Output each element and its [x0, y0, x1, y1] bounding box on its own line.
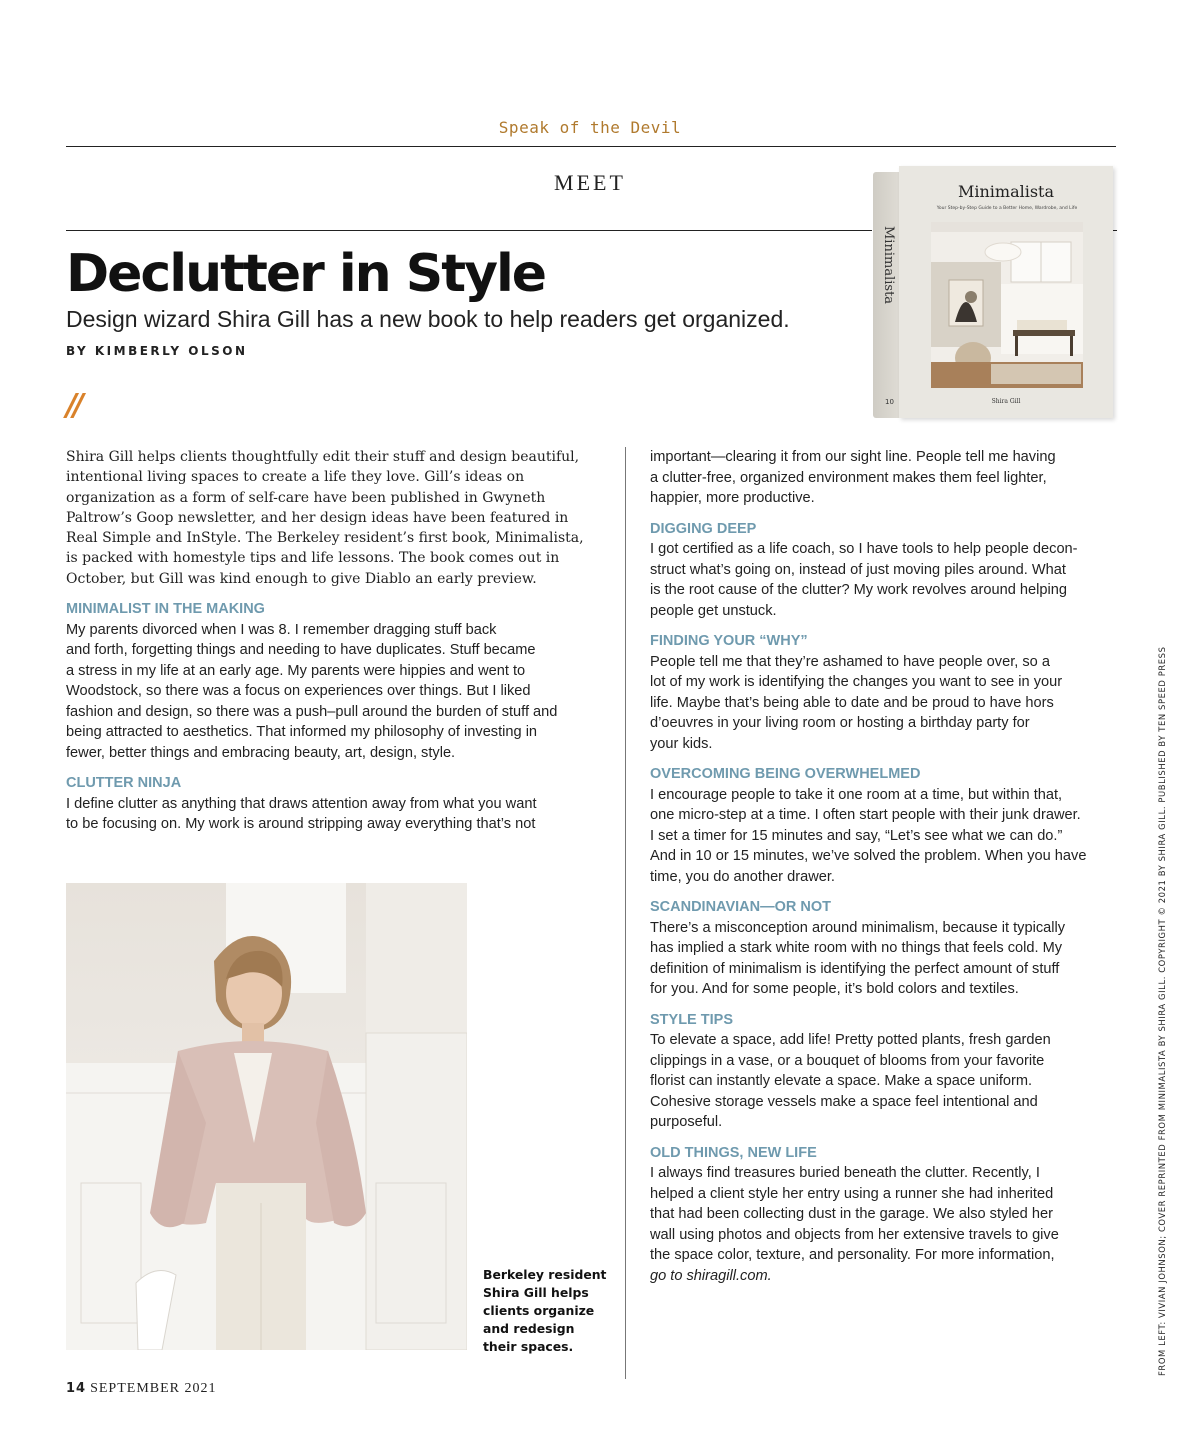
- body-line: struct what’s going on, instead of just moving piles around. What: [650, 561, 1066, 578]
- body-line: important—clearing it from our sight line. People tell me having: [650, 449, 1056, 465]
- continued-paragraph: [650, 447, 1120, 509]
- section-paragraph: [650, 918, 1120, 1000]
- body-line: fewer, better things and embracing beauty, art, design, style.: [66, 744, 456, 761]
- left-column: [66, 447, 611, 835]
- body-line: helped a client style her entry using a runner she had inherited: [650, 1185, 1054, 1202]
- book-subtitle: Your Step-by-Step Guide to a Better Home, Wardrobe, and Life: [936, 206, 1078, 211]
- body-line: for you. And for some people, it’s bold colors and textiles.: [650, 981, 1019, 997]
- body-line: happier, more productive.: [650, 490, 815, 506]
- issue-date: SEPTEMBER 2021: [90, 1381, 217, 1396]
- intro-line: organization as a form of self-care have been published in Gwyneth: [66, 489, 546, 506]
- intro-line: is packed with homestyle tips and life lessons. The book comes out in: [66, 550, 560, 567]
- body-line: And in 10 or 15 minutes, we’ve solved the problem. When you have: [650, 848, 1087, 864]
- body-line: wall using photos and objects from her extensive travels to give: [650, 1226, 1059, 1243]
- caption-line: and redesign: [483, 1321, 575, 1336]
- book-spine-title: Minimalista: [881, 226, 896, 305]
- intro-line: Paltrow’s Goop newsletter, and her design ideas have been featured in: [66, 509, 569, 526]
- body-line: definition of minimalism is identifying the perfect amount of stuff: [650, 960, 1060, 977]
- body-line: People tell me that they’re ashamed to have people over, so a: [650, 653, 1050, 670]
- intro-line: intentional living spaces to create a life they love. Gill’s ideas on: [66, 469, 525, 486]
- body-line: life. Maybe that’s being able to date and be proud to have hors: [650, 694, 1054, 711]
- body-line: to be focusing on. My work is around stripping away everything that’s not: [66, 816, 536, 833]
- photo-credit: FROM LEFT: VIVIAN JOHNSON; COVER REPRINTED FROM MINIMALISTA BY SHIRA GILL. COPYRIGHT © 2021 BY SHIRA GILL. PUBLISHED BY TEN SPEED PRESS: [1157, 646, 1167, 1376]
- caption-line: their spaces.: [483, 1339, 574, 1354]
- section-paragraph: [66, 794, 611, 835]
- subhead: OLD THINGS, NEW LIFE: [650, 1144, 817, 1161]
- body-line: I encourage people to take it one room at a time, but within that,: [650, 786, 1063, 803]
- book-title: Minimalista: [957, 182, 1055, 201]
- subhead: SCANDINAVIAN—OR NOT: [650, 899, 831, 915]
- body-line: time, you do another drawer.: [650, 868, 835, 885]
- intro-line: Shira Gill helps clients thoughtfully edit their stuff and design beautiful,: [66, 449, 580, 465]
- body-line: lot of my work is identifying the changes you want to see in your: [650, 674, 1063, 690]
- section-paragraph: [650, 1163, 1120, 1286]
- top-rule: [66, 146, 1116, 147]
- dek: Design wizard Shira Gill has a new book to help readers get organized.: [66, 306, 790, 332]
- body-line: florist can instantly elevate a space. Make a space uniform.: [650, 1073, 1033, 1089]
- body-line: is the root cause of the clutter? My work revolves around helping: [650, 582, 1067, 598]
- body-line: I define clutter as anything that draws attention away from what you want: [66, 795, 537, 812]
- body-line: Cohesive storage vessels make a space feel intentional and: [650, 1093, 1038, 1110]
- body-line: d’oeuvres in your living room or hosting a birthday party for: [650, 715, 1030, 731]
- section-paragraph: [66, 620, 611, 764]
- body-line: a clutter-free, organized environment makes them feel lighter,: [650, 469, 1047, 486]
- headline: Declutter in Style: [66, 244, 546, 304]
- caption-line: Berkeley resident: [483, 1267, 607, 1282]
- body-line: My parents divorced when I was 8. I remember dragging stuff back: [66, 621, 497, 638]
- section-paragraph: [650, 785, 1120, 888]
- body-line: people get unstuck.: [650, 602, 777, 619]
- body-line: clippings in a vase, or a bouquet of blooms from your favorite: [650, 1052, 1045, 1069]
- body-line: I always find treasures buried beneath the clutter. Recently, I: [650, 1165, 1040, 1181]
- book-cover-photo: [931, 222, 1083, 388]
- column-divider: [625, 447, 626, 1379]
- kicker: MEET: [554, 170, 626, 195]
- body-line: has implied a stark white room with no things that feels cold. My: [650, 940, 1063, 956]
- body-line: your kids.: [650, 735, 713, 752]
- subhead: FINDING YOUR “WHY”: [650, 633, 808, 649]
- caption-line: clients organize: [483, 1303, 595, 1318]
- book-author: Shira Gill: [991, 398, 1021, 405]
- body-line: the space color, texture, and personality. For more information,: [650, 1247, 1055, 1263]
- page-folio: [66, 1381, 217, 1397]
- subhead: DIGGING DEEP: [650, 520, 757, 537]
- intro-paragraph: [66, 447, 611, 589]
- photo-caption: [483, 1266, 606, 1356]
- byline: BY KIMBERLY OLSON: [66, 344, 248, 358]
- section-title: Speak of the Devil: [498, 118, 682, 137]
- intro-line: October, but Gill was kind enough to give Diablo an early preview.: [66, 570, 537, 587]
- section-paragraph: [650, 1030, 1120, 1133]
- portrait-photo: [66, 883, 467, 1350]
- body-line: and forth, forgetting things and needing to have duplicates. Stuff became: [66, 642, 536, 659]
- body-line: that had been collecting dust in the garage. We also styled her: [650, 1206, 1053, 1222]
- body-line: I set a timer for 15 minutes and say, “Let’s see what we can do.”: [650, 827, 1063, 844]
- subhead: MINIMALIST IN THE MAKING: [66, 601, 265, 618]
- subhead: OVERCOMING BEING OVERWHELMED: [650, 766, 921, 782]
- caption-line: Shira Gill helps: [483, 1285, 589, 1300]
- publisher-logo: 10: [885, 398, 894, 406]
- body-line: one micro-step at a time. I often start people with their junk drawer.: [650, 807, 1081, 823]
- body-line: purposeful.: [650, 1114, 723, 1130]
- page-number: 14: [66, 1381, 87, 1396]
- intro-line: Real Simple and InStyle. The Berkeley resident’s first book, Minimalista,: [66, 530, 584, 547]
- body-line: Woodstock, so there was a focus on experiences over things. But I liked: [66, 683, 531, 700]
- subhead: CLUTTER NINJA: [66, 775, 182, 792]
- body-line: I got certified as a life coach, so I have tools to help people decon-: [650, 541, 1078, 557]
- body-line: fashion and design, so there was a push–pull around the burden of stuff and: [66, 703, 558, 720]
- body-line: being attracted to aesthetics. That informed my philosophy of investing in: [66, 724, 538, 741]
- section-paragraph: [650, 652, 1120, 755]
- body-line: There’s a misconception around minimalism, because it typically: [650, 919, 1066, 936]
- book-cover: [873, 166, 1113, 418]
- section-paragraph: [650, 539, 1120, 621]
- body-line: To elevate a space, add life! Pretty potted plants, fresh garden: [650, 1032, 1051, 1048]
- right-column: [650, 447, 1120, 1286]
- body-line: go to shiragill.com.: [650, 1267, 772, 1284]
- subhead: STYLE TIPS: [650, 1011, 733, 1028]
- slash-marker: //: [66, 388, 80, 423]
- kicker-rule-left: [66, 230, 872, 231]
- body-line: a stress in my life at an early age. My parents were hippies and went to: [66, 662, 526, 679]
